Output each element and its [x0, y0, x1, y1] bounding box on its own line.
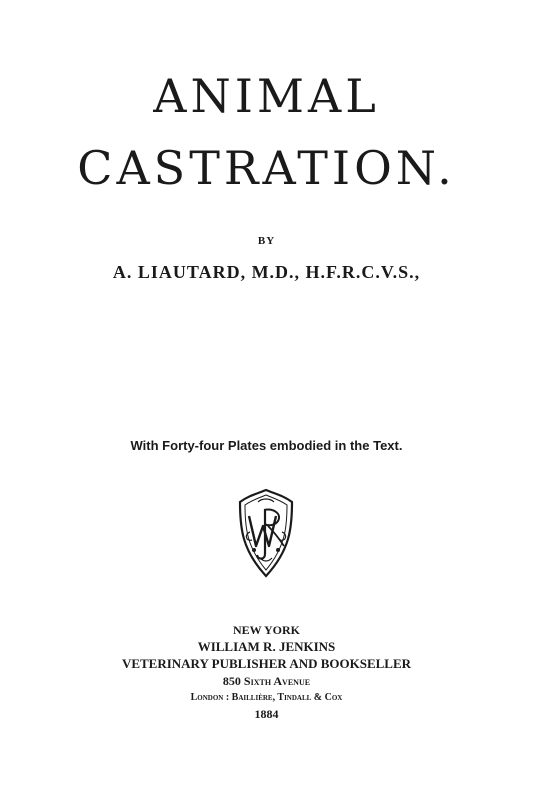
imprint-address: 850 Sixth Avenue [222, 674, 311, 688]
imprint-publisher-role: VETERINARY PUBLISHER AND BOOKSELLER [121, 656, 412, 671]
author-name: A. LIAUTARD, M.D., H.F.R.C.V.S., [112, 262, 421, 282]
imprint-year: 1884 [254, 707, 279, 721]
byline-label: BY [257, 235, 276, 247]
publisher-monogram-shield-icon [234, 488, 298, 580]
imprint-publisher: WILLIAM R. JENKINS [197, 639, 336, 654]
imprint-city: NEW YORK [232, 623, 300, 637]
title-line-2: CASTRATION. [77, 141, 456, 195]
plates-note: With Forty-four Plates embodied in the Text. [130, 438, 403, 453]
title-line-1: ANIMAL [153, 69, 380, 123]
imprint-london: London : Baillière, Tindall & Cox [190, 692, 343, 703]
